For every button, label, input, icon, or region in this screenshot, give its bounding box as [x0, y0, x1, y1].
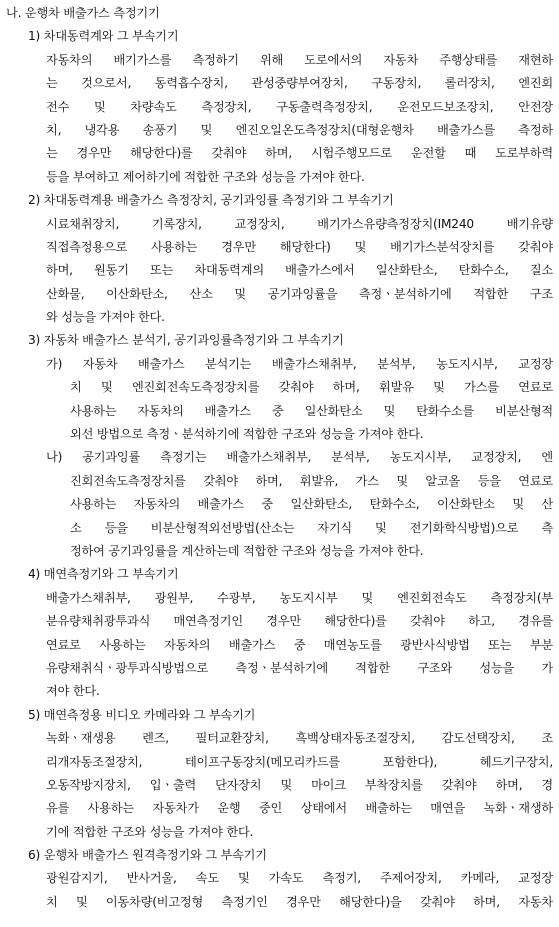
item-1-line-2: 는 것으로서, 동력흡수장치, 관성중량부여장치, 구동장치, 롤러장치, 엔진회: [46, 76, 553, 91]
item-3a-line-1: 가) 자동차 배출가스 분석기는 배출가스채취부, 분석부, 농도지시부, 교정장: [46, 356, 553, 371]
item-5-line-3: 오동작방지장치, 입ㆍ출력 단자장치 및 마이크 부착장치를 갖춰야 하며, 경: [46, 777, 553, 792]
item-1-line-6: 등을 부여하고 제어하기에 적합한 구조와 성능을 가져야 한다.: [46, 169, 365, 184]
item-3a-line-3: 사용하는 자동차의 배출가스 중 일산화탄소 및 탄화수소를 비분산형적: [70, 403, 553, 418]
item-3b-line-5: 정하여 공기과잉률을 계산하는데 적합한 구조와 성능을 가져야 한다.: [70, 543, 424, 558]
item-4-line-2: 분유량채취광투과식 매연측정기인 경우만 해당한다)를 갖춰야 하고, 경유를: [46, 614, 553, 629]
item-1-line-4: 치, 냉각용 송풍기 및 엔진오일온도측정장치(대형운행차 배출가스를 측정하: [46, 122, 553, 137]
item-6-line-1: 광원감지기, 반사거울, 속도 및 가속도 측정기, 주제어장치, 카메라, 교정장: [46, 871, 553, 886]
item-1-heading: 1) 차대동력계와 그 부속기기: [28, 29, 179, 44]
item-2-line-1: 시료채취장치, 기록장치, 교정장치, 배기가스유량측정장치(IM240 배기유량: [46, 216, 553, 231]
item-3b-line-1: 나) 공기과잉률 측정기는 배출가스채취부, 분석부, 농도지시부, 교정장치, 엔: [46, 450, 553, 465]
item-4-line-5: 져야 한다.: [46, 684, 100, 699]
item-2-line-2: 직접측정용으로 사용하는 경우만 해당한다) 및 배기가스분석장치를 갖춰야: [46, 239, 553, 254]
item-1-line-3: 전수 및 차량속도 측정장치, 구동출력측정장치, 운전모드보조장치, 안전장: [46, 99, 553, 114]
item-2-line-3: 하며, 원동기 또는 차대동력계의 배출가스에서 일산화탄소, 탄화수소, 질소: [46, 263, 553, 278]
item-3a-line-4: 외선 방법으로 측정ㆍ분석하기에 적합한 구조와 성능을 가져야 한다.: [70, 427, 424, 442]
section-title: 나. 운행차 배출가스 측정기기: [6, 6, 160, 20]
item-3b-line-4: 소 등을 비분산형적외선방법(산소는 자기식 및 전기화학식방법)으로 측: [70, 520, 553, 535]
item-3a-line-2: 치 및 엔진회전속도측정장치를 갖춰야 하며, 휘발유 및 가스를 연료로: [70, 380, 553, 395]
item-2-line-5: 와 성능을 가져야 한다.: [46, 310, 165, 325]
item-4-line-3: 연료로 사용하는 자동차의 배출가스 중 매연농도를 광반사식방법 또는 부분: [46, 637, 553, 652]
item-2-line-4: 산화물, 이산화탄소, 산소 및 공기과잉률을 측정ㆍ분석하기에 적합한 구조: [46, 286, 553, 301]
item-5-line-1: 녹화ㆍ재생용 렌즈, 필터교환장치, 흑백상태자동조절장치, 감도선택장치, 조: [46, 731, 553, 746]
item-4-line-1: 배출가스채취부, 광원부, 수광부, 농도지시부 및 엔진회전속도 측정장치(부: [46, 590, 553, 605]
item-5-heading: 5) 매연측정용 비디오 카메라와 그 부속기기: [28, 707, 256, 722]
item-5-line-2: 리개자동조절장치, 테이프구동장치(메모리카드를 포함한다), 헤드기구장치,: [46, 754, 553, 769]
item-1-line-5: 는 경우만 해당한다)를 갖춰야 하며, 시험주행모드로 운전할 때 도로부하력: [46, 146, 553, 161]
item-5-line-5: 기에 적합한 구조와 성능을 가져야 한다.: [46, 824, 254, 839]
item-2-heading: 2) 차대동력계용 배출가스 측정장치, 공기과잉률 측정기와 그 부속기기: [28, 193, 394, 208]
item-5-line-4: 유를 사용하는 자동차가 운행 중인 상태에서 배출하는 매연을 녹화ㆍ재생하: [46, 801, 553, 816]
item-3b-line-2: 진회전속도측정장치를 갖춰야 하며, 휘발유, 가스 및 알코올 등을 연료로: [70, 473, 553, 488]
item-1-line-1: 자동차의 배기가스를 측정하기 위해 도로에서의 자동차 주행상태를 재현하: [46, 52, 553, 67]
item-4-line-4: 유량채취식ㆍ광투과식방법으로 측정ㆍ분석하기에 적합한 구조와 성능을 가: [46, 660, 553, 675]
item-6-heading: 6) 운행차 배출가스 원격측정기와 그 부속기기: [28, 848, 267, 863]
item-3b-line-3: 사용하는 자동차의 배출가스 중 일산화탄소, 탄화수소, 이산화탄소 및 산: [70, 497, 553, 512]
item-4-heading: 4) 매연측정기와 그 부속기기: [28, 567, 179, 582]
item-3-heading: 3) 자동차 배출가스 분석기, 공기과잉률측정기와 그 부속기기: [28, 333, 344, 348]
item-6-line-2: 치 및 이동차량(비고정형 측정기인 경우만 해당한다)을 갖춰야 하며, 자동차: [46, 894, 553, 909]
